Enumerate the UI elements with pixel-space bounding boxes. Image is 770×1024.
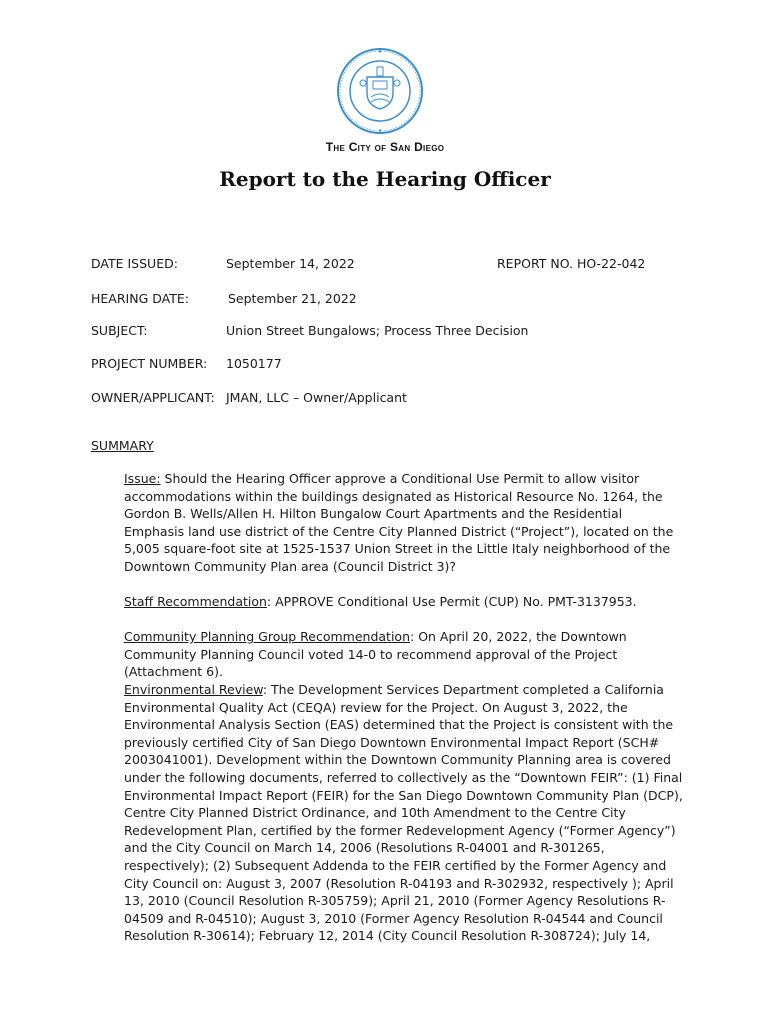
- summary-heading: SUMMARY: [91, 438, 154, 453]
- subject-label: SUBJECT:: [91, 323, 148, 338]
- staff-recommendation-label: Staff Recommendation: [124, 594, 267, 609]
- report-title: Report to the Hearing Officer: [219, 167, 551, 191]
- hearing-date-label: HEARING DATE:: [91, 291, 189, 306]
- cpg-recommendation-text: : On April 20, 2022, the Downtown Community Planning Council voted 14-0 to recommend approval of the Project (Attachment 6).: [124, 629, 627, 680]
- environmental-review-paragraph: [124, 681, 684, 945]
- staff-recommendation-text: : APPROVE Conditional Use Permit (CUP) No. PMT-3137953.: [266, 594, 637, 609]
- project-number-value: 1050177: [226, 356, 282, 371]
- issue-text: Should the Hearing Officer approve a Conditional Use Permit to allow visitor accommodations within the buildings designated as Historical Resource No. 1264, the Gordon B. Wells/Allen H. Hilton Bungalow Court Apartments and the Residential Emphasis land use district of the Centre City Planned District (“Project”), located on the 5,005 square-foot site at 1525-1537 Union Street in the Little Italy neighborhood of the Downtown Community Plan area (Council District 3)?: [124, 471, 674, 574]
- city-seal: [336, 47, 424, 135]
- subject-value: Union Street Bungalows; Process Three Decision: [226, 323, 529, 338]
- environmental-review-text: : The Development Services Department completed a California Environmental Quality Act (CEQA) review for the Project. On August 3, 2022, the Environmental Analysis Section (EAS) determined that the Project is consistent with the previously certified City of San Diego Downtown Environmental Impact Report (SCH# 2003041001). Development within the Downtown Community Planning area is covered under the following documents, referred to collectively as the “Downtown FEIR”: (1) Final Environmental Impact Report (FEIR) for the San Diego Downtown Community Plan (DCP), Centre City Planned District Ordinance, and 10th Amendment to the Centre City Redevelopment Plan, certified by the former Redevelopment Agency (“Former Agency”) and the City Council on March 14, 2006 (Resolutions R-04001 and R-301265, respectively); (2) Subsequent Addenda to the FEIR certified by the Former Agency and City Council on: August 3, 2007 (Resolution R-04193 and R-302932, respectively ); April 13, 2010 (Council Resolution R-305759); April 21, 2010 (Former Agency Resolutions R-04509 and R-04510); August 3, 2010 (Former Agency Resolution R-04544 and Council Resolution R-30614); February 12, 2014 (City Council Resolution R-308724); July 14,: [124, 682, 683, 944]
- issue-label: Issue:: [124, 471, 161, 486]
- city-name: The City of San Diego: [325, 140, 445, 154]
- date-issued-value: September 14, 2022: [226, 256, 355, 271]
- cpg-recommendation-paragraph: [124, 628, 684, 681]
- cpg-recommendation-label: Community Planning Group Recommendation: [124, 629, 411, 644]
- project-number-label: PROJECT NUMBER:: [91, 356, 208, 371]
- hearing-date-value: September 21, 2022: [228, 291, 357, 306]
- issue-paragraph: [124, 470, 684, 576]
- owner-label: OWNER/APPLICANT:: [91, 390, 215, 405]
- owner-value: JMAN, LLC – Owner/Applicant: [226, 390, 407, 405]
- report-number: REPORT NO. HO-22-042: [497, 256, 646, 271]
- environmental-review-label: Environmental Review: [124, 682, 263, 697]
- date-issued-label: DATE ISSUED:: [91, 256, 178, 271]
- staff-recommendation-paragraph: [124, 593, 684, 611]
